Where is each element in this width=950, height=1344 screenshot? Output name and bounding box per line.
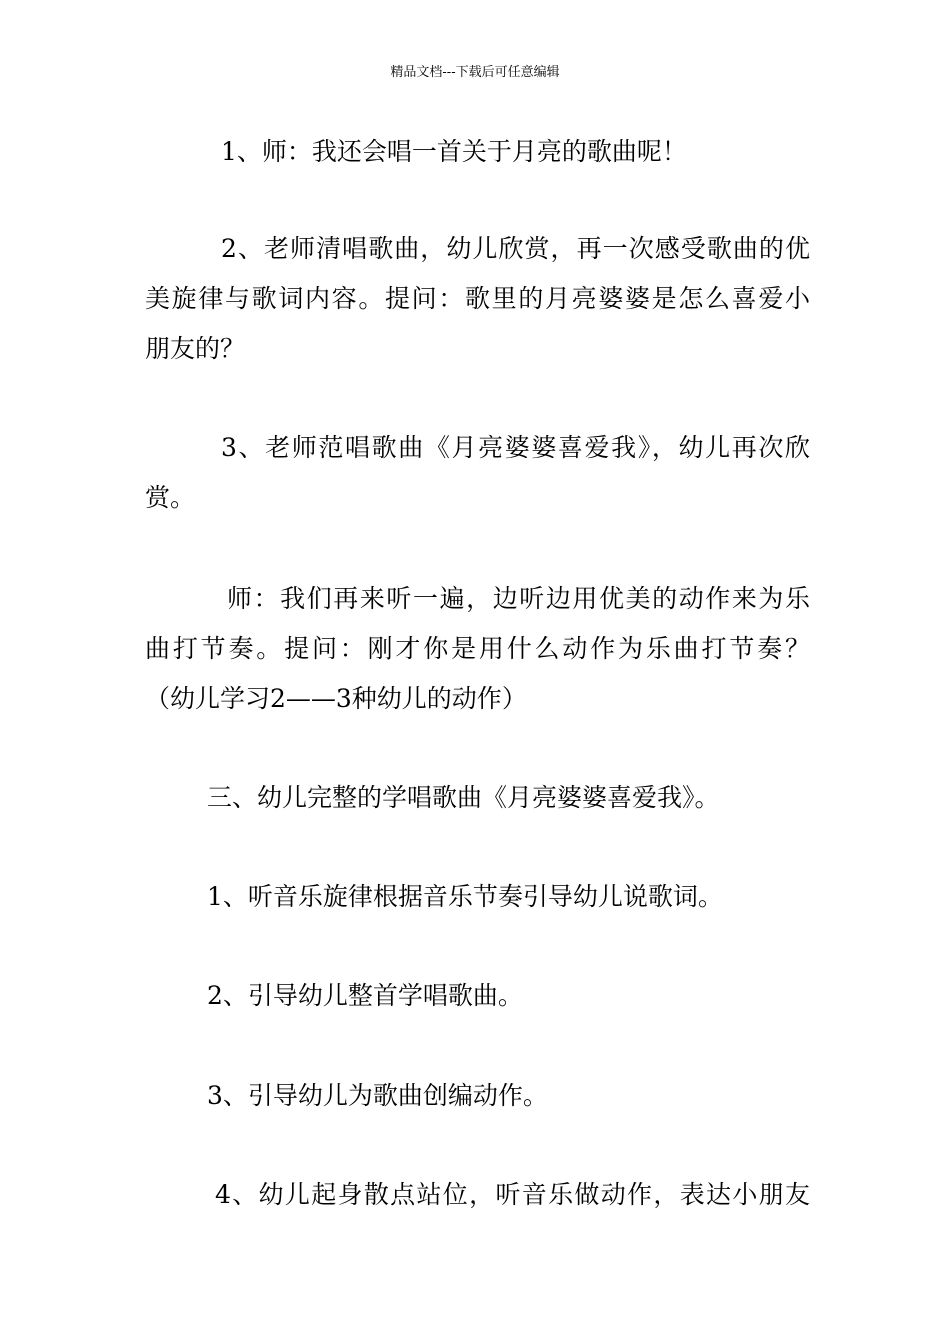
paragraph-1 — [145, 127, 810, 177]
paragraph-line: 1、听音乐旋律根据音乐节奏引导幼儿说歌词。 — [207, 882, 723, 911]
paragraph-line: 师：我们再来听一遍，边听边用优美的动作来为乐 — [227, 584, 810, 613]
paragraph-line: 3、老师范唱歌曲《月亮婆婆喜爱我》，幼儿再次欣 — [221, 433, 810, 462]
paragraph-8 — [145, 1071, 810, 1121]
paragraph-line: 朋友的？ — [145, 334, 246, 363]
paragraph-line: 4、幼儿起身散点站位，听音乐做动作，表达小朋友 — [215, 1180, 810, 1209]
paragraph-line: 赏。 — [145, 483, 196, 512]
paragraph-6 — [145, 872, 810, 922]
paragraph-line: 3、引导幼儿为歌曲创编动作。 — [207, 1081, 548, 1110]
page-header: 精品文档---下载后可任意编辑 — [390, 65, 560, 80]
paragraph-9 — [145, 1170, 810, 1220]
paragraph-line: 三、幼儿完整的学唱歌曲《月亮婆婆喜爱我》。 — [207, 783, 720, 812]
paragraph-line: （幼儿学习2——3种幼儿的动作） — [145, 684, 527, 713]
paragraph-line: 2、引导幼儿整首学唱歌曲。 — [207, 981, 523, 1010]
paragraph-line: 2、老师清唱歌曲，幼儿欣赏，再一次感受歌曲的优 — [221, 234, 810, 263]
paragraph-line: 美旋律与歌词内容。提问：歌里的月亮婆婆是怎么喜爱小 — [145, 284, 810, 313]
paragraph-2 — [145, 224, 810, 374]
paragraph-7 — [145, 971, 810, 1021]
paragraph-5 — [145, 773, 810, 823]
paragraph-3 — [145, 423, 810, 523]
paragraph-4 — [145, 574, 810, 724]
paragraph-line: 曲打节奏。提问：刚才你是用什么动作为乐曲打节奏？ — [145, 634, 810, 663]
paragraph-line: 1、师：我还会唱一首关于月亮的歌曲呢！ — [221, 137, 687, 166]
